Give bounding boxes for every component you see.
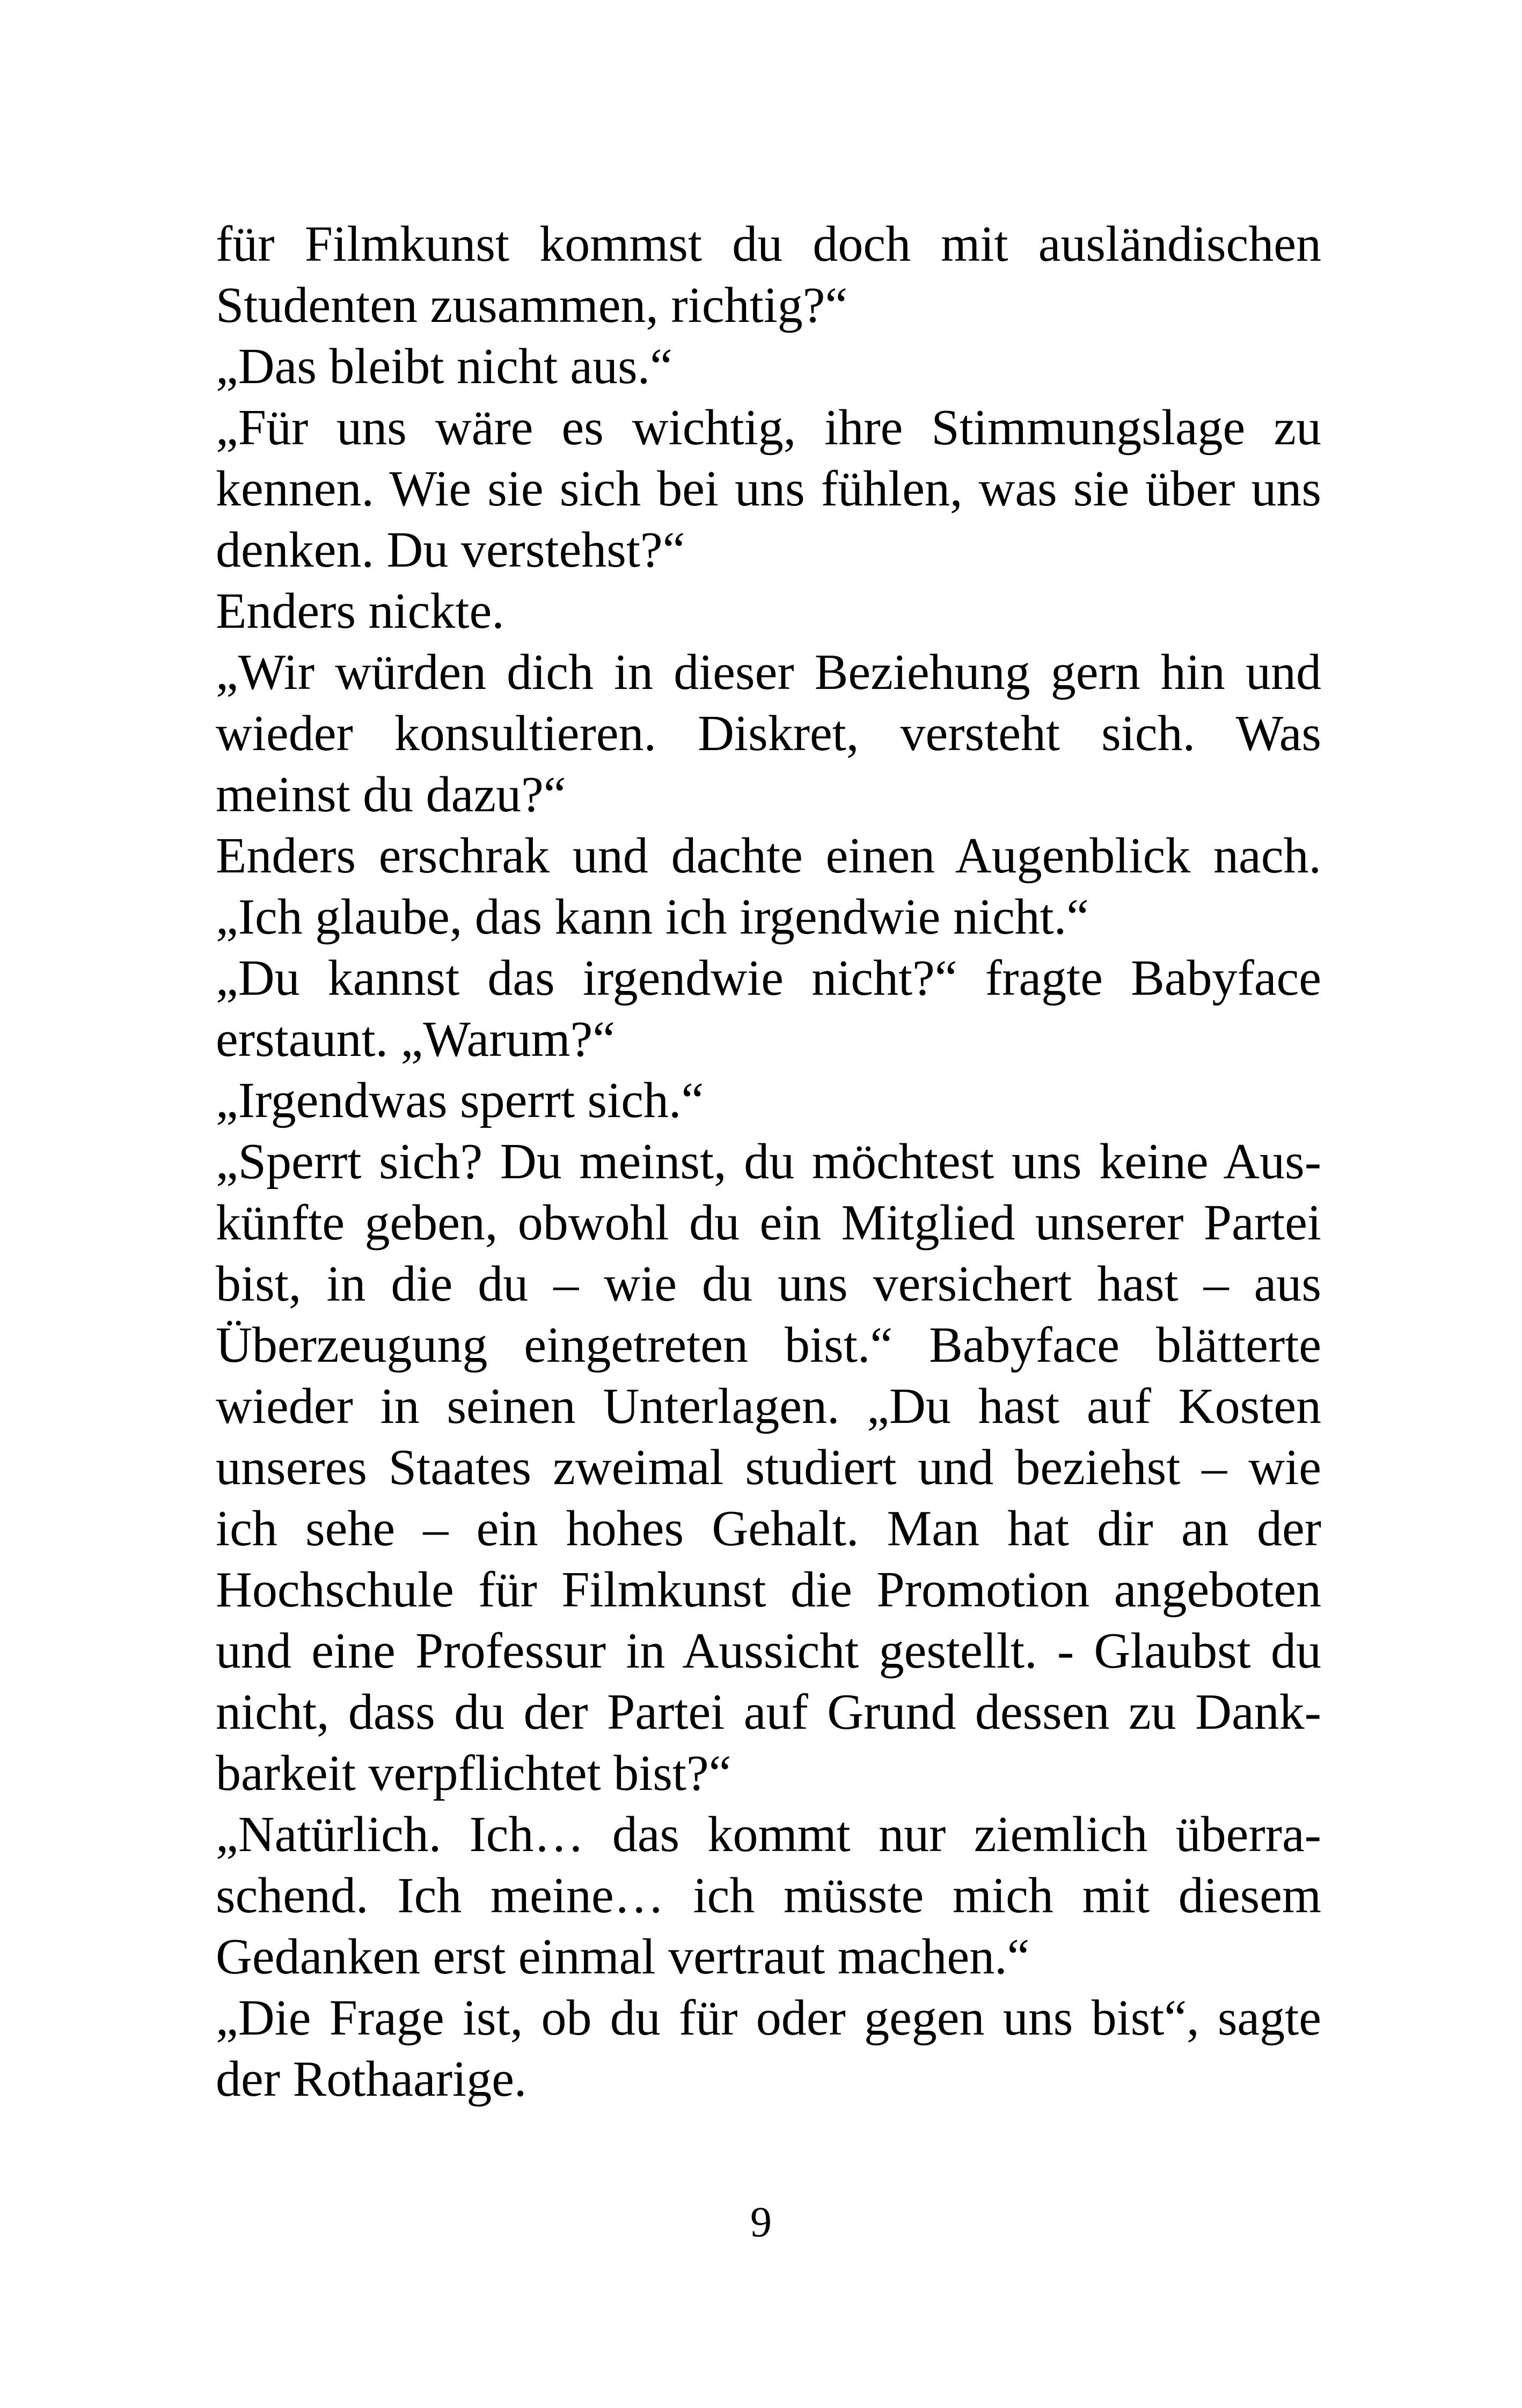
text-line: „Wir würden dich in dieser Beziehung gern hin und: [216, 644, 1321, 700]
text-line: „Das bleibt nicht aus.“: [216, 339, 672, 394]
page-number: 9: [750, 2199, 772, 2246]
text-line: Überzeugung eingetreten bist.“ Babyface blätterte: [216, 1317, 1321, 1373]
text-line: „Die Frage ist, ob du für oder gegen uns bist“, sagte: [216, 1990, 1321, 2046]
text-line: schend. Ich meine… ich müsste mich mit diesem: [216, 1868, 1321, 1924]
text-line: denken. Du verstehst?“: [216, 522, 685, 578]
text-line: wieder konsultieren. Diskret, versteht sich. Was: [216, 706, 1321, 761]
text-line: Studenten zusammen, richtig?“: [216, 277, 848, 333]
text-line: unseres Staates zweimal studiert und beziehst – wie: [216, 1440, 1321, 1495]
body-text: [216, 214, 1321, 2110]
text-line: Hochschule für Filmkunst die Promotion angeboten: [216, 1562, 1321, 1618]
text-line: der Rothaarige.: [216, 2051, 527, 2107]
text-line: und eine Professur in Aussicht gestellt. - Glaubst du: [216, 1623, 1321, 1679]
text-line: bist, in die du – wie du uns versichert hast – aus: [216, 1256, 1321, 1312]
text-line: kennen. Wie sie sich bei uns fühlen, was sie über uns: [216, 461, 1321, 517]
text-line: „Ich glaube, das kann ich irgendwie nicht.“: [216, 889, 1089, 945]
text-line: für Filmkunst kommst du doch mit ausländischen: [216, 216, 1321, 272]
text-line: künfte geben, obwohl du ein Mitglied unserer Partei: [216, 1195, 1321, 1251]
text-line: „Du kannst das irgendwie nicht?“ fragte Babyface: [216, 950, 1321, 1006]
text-line: barkeit verpflichtet bist?“: [216, 1745, 731, 1801]
text-line: „Irgendwas sperrt sich.“: [216, 1073, 704, 1128]
text-line: „Für uns wäre es wichtig, ihre Stimmungslage zu: [216, 400, 1321, 456]
text-line: nicht, dass du der Partei auf Grund dessen zu Dank-: [216, 1684, 1321, 1740]
text-line: erstaunt. „Warum?“: [216, 1011, 616, 1067]
text-line: meinst du dazu?“: [216, 767, 566, 823]
text-line: „Sperrt sich? Du meinst, du möchtest uns keine Aus-: [216, 1134, 1321, 1190]
text-line: „Natürlich. Ich… das kommt nur ziemlich überra-: [216, 1807, 1321, 1862]
text-line: ich sehe – ein hohes Gehalt. Man hat dir an der: [216, 1501, 1321, 1557]
text-line: Enders nickte.: [216, 583, 504, 639]
text-line: Enders erschrak und dachte einen Augenblick nach.: [216, 828, 1321, 884]
text-line: Gedanken erst einmal vertraut machen.“: [216, 1929, 1030, 1985]
text-line: wieder in seinen Unterlagen. „Du hast auf Kosten: [216, 1378, 1321, 1434]
